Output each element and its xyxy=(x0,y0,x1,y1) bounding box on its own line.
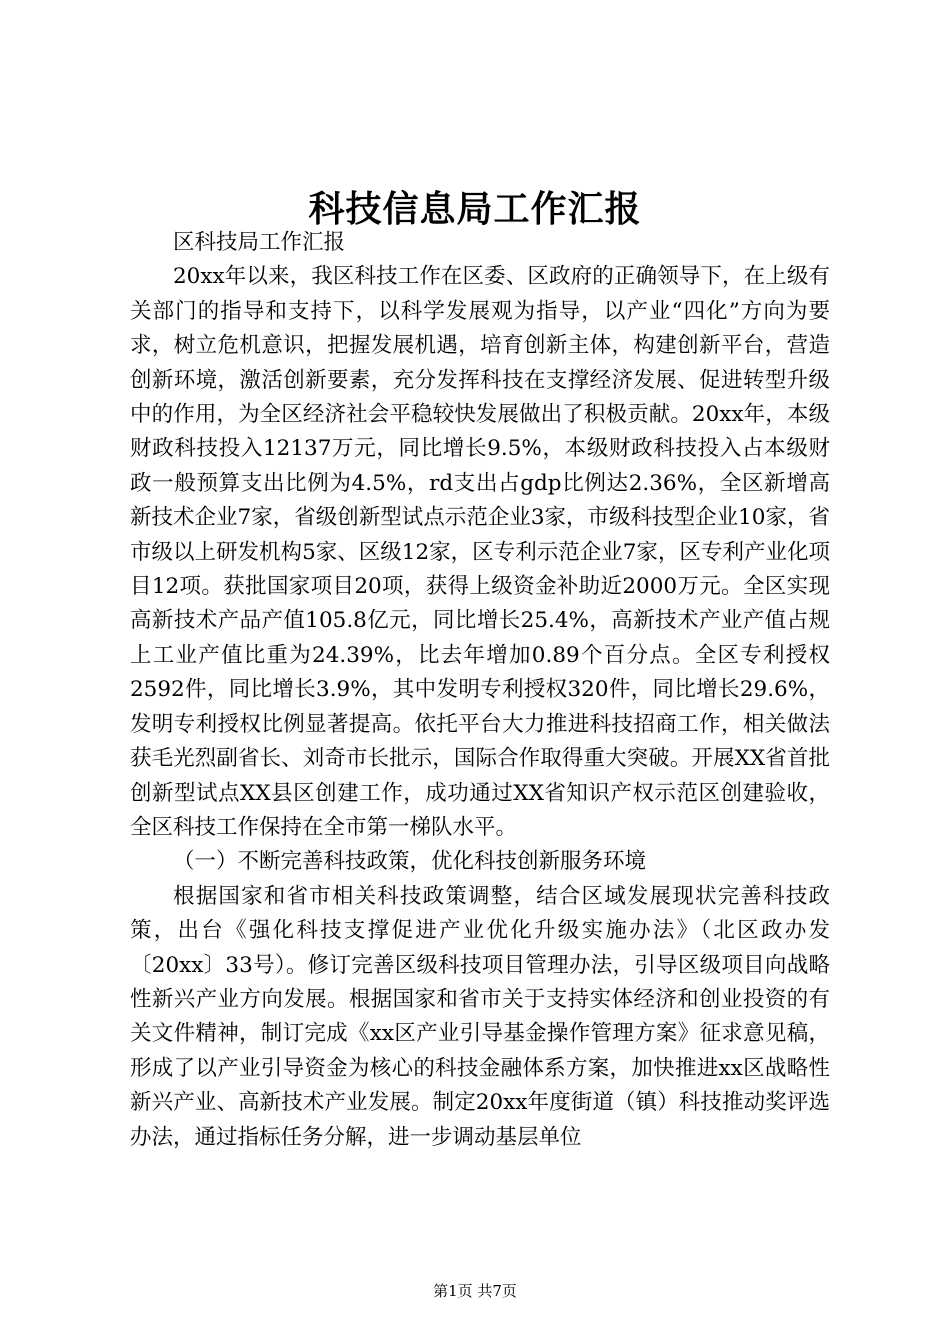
document-body xyxy=(130,226,830,1155)
paragraph-section-1: 根据国家和省市相关科技政策调整，结合区域发展现状完善科技政策，出台《强化科技支撑促进产业优化升级实施办法》（北区政办发〔20xx〕33号）。修订完善区级科技项目管理办法，引导区级项目向战略性新兴产业方向发展。根据国家和省市关于支持实体经济和创业投资的有关文件精神，制订完成《xx区产业引导基金操作管理方案》征求意见稿，形成了以产业引导资金为核心的科技金融体系方案，加快推进xx区战略性新兴产业、高新技术产业发展。制定20xx年度街道（镇）科技推动奖评选办法，通过指标任务分解，进一步调动基层单位 xyxy=(130,883,830,1150)
document-subtitle: 区科技局工作汇报 xyxy=(173,230,346,255)
paragraph-intro: 20xx年以来，我区科技工作在区委、区政府的正确领导下，在上级有关部门的指导和支持下，以科学发展观为指导，以产业“四化”方向为要求，树立危机意识，把握发展机遇，培育创新主体，构建创新平台，营造创新环境，激活创新要素，充分发挥科技在支撑经济发展、促进转型升级中的作用，为全区经济社会平稳较快发展做出了积极贡献。20xx年，本级财政科技投入12137万元，同比增长9.5%，本级财政科技投入占本级财政一般预算支出比例为4.5%，rd支出占gdp比例达2.36%，全区新增高新技术企业7家，省级创新型试点示范企业3家，市级科技型企业10家，省市级以上研发机构5家、区级12家，区专利示范企业7家，区专利产业化项目12项。获批国家项目20项，获得上级资金补助近2000万元。全区实现高新技术产品产值105.8亿元，同比增长25.4%，高新技术产业产值占规上工业产值比重为24.39%，比去年增加0.89个百分点。全区专利授权2592件，同比增长3.9%，其中发明专利授权320件，同比增长29.6%，发明专利授权比例显著提高。依托平台大力推进科技招商工作，相关做法获毛光烈副省长、刘奇市长批示，国际合作取得重大突破。开展XX省首批创新型试点XX县区创建工作，成功通过XX省知识产权示范区创建验收，全区科技工作保持在全市第一梯队水平。 xyxy=(130,264,830,840)
section-heading-1: （一）不断完善科技政策，优化科技创新服务环境 xyxy=(173,849,647,875)
page-footer: 第1页 共7页 xyxy=(433,1282,517,1300)
document-title: 科技信息局工作汇报 xyxy=(308,188,642,230)
